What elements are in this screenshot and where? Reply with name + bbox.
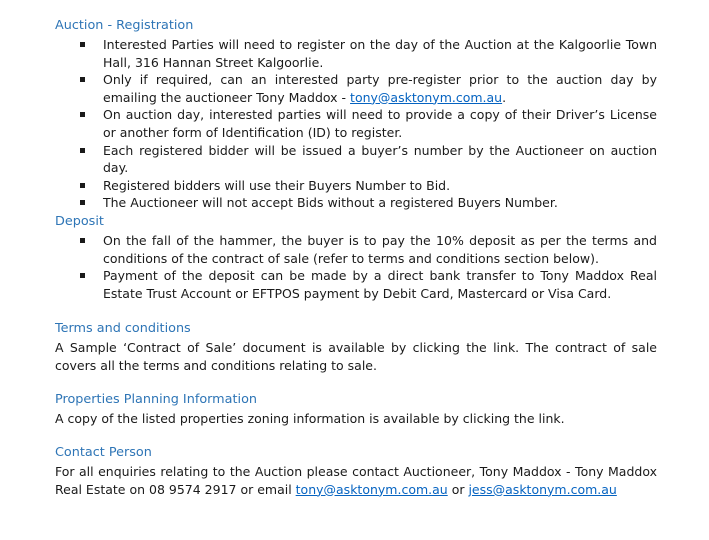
contact-paragraph [55,463,657,498]
terms-paragraph: A Sample ‘Contract of Sale’ document is available by clicking the link. The contract of sale covers all the terms and conditions relating to sale. [55,340,657,373]
email-link-tony[interactable]: tony@asktonym.com.au [350,89,503,105]
auction-registration-list [0,36,709,212]
square-bullet-icon [80,183,85,188]
square-bullet-icon [80,273,85,278]
square-bullet-icon [80,200,85,205]
list-item [0,36,709,71]
deposit-list [0,232,709,302]
list-item [0,232,709,267]
email-link-jess[interactable]: jess@asktonym.com.au [468,481,617,497]
list-item-text: Payment of the deposit can be made by a direct bank transfer to Tony Maddox Real Estate Trust Account or EFTPOS payment by Debit Card, Mastercard or Visa Card. [103,268,657,301]
square-bullet-icon [80,42,85,47]
contact-text-or: or [447,481,469,497]
list-item [0,177,709,195]
section-heading-contact: Contact Person [55,445,152,460]
list-item-text: Each registered bidder will be issued a buyer’s number by the Auctioneer on auction day. [103,142,657,176]
list-item [0,71,709,106]
list-item-text: The Auctioneer will not accept Bids without a registered Buyers Number. [103,195,558,211]
section-heading-terms: Terms and conditions [55,321,191,336]
planning-paragraph: A copy of the listed properties zoning information is available by clicking the link. [55,411,565,426]
section-heading-planning: Properties Planning Information [55,392,258,407]
list-item [0,142,709,177]
section-heading-auction-registration: Auction - Registration [55,18,194,33]
square-bullet-icon [80,148,85,153]
square-bullet-icon [80,77,85,82]
list-item [0,194,709,212]
square-bullet-icon [80,112,85,117]
section-heading-deposit: Deposit [55,214,104,229]
contact-text: For all enquiries relating to the Auction please contact Auctioneer, Tony Maddox - Tony Maddox Real Estate on 08 9574 2917 or email [55,464,657,497]
list-item-text: Interested Parties will need to register on the day of the Auction at the Kalgoorlie Town Hall, 316 Hannan Street Kalgoorlie. [103,37,657,70]
list-item-text: On the fall of the hammer, the buyer is to pay the 10% deposit as per the terms and conditions of the contract of sale (refer to terms and conditions section below). [103,233,657,266]
email-link-tony[interactable]: tony@asktonym.com.au [295,481,448,497]
list-item-text: Registered bidders will use their Buyers Number to Bid. [103,177,451,193]
list-item [0,106,709,141]
square-bullet-icon [80,238,85,243]
list-item [0,267,709,302]
list-item-text-end: . [502,89,507,105]
list-item-text: On auction day, interested parties will need to provide a copy of their Driver’s License or another form of Identification (ID) to register. [103,107,657,140]
list-item-text: Only if required, can an interested party pre-register prior to the auction day by emailing the auctioneer Tony Maddox - [103,72,657,105]
